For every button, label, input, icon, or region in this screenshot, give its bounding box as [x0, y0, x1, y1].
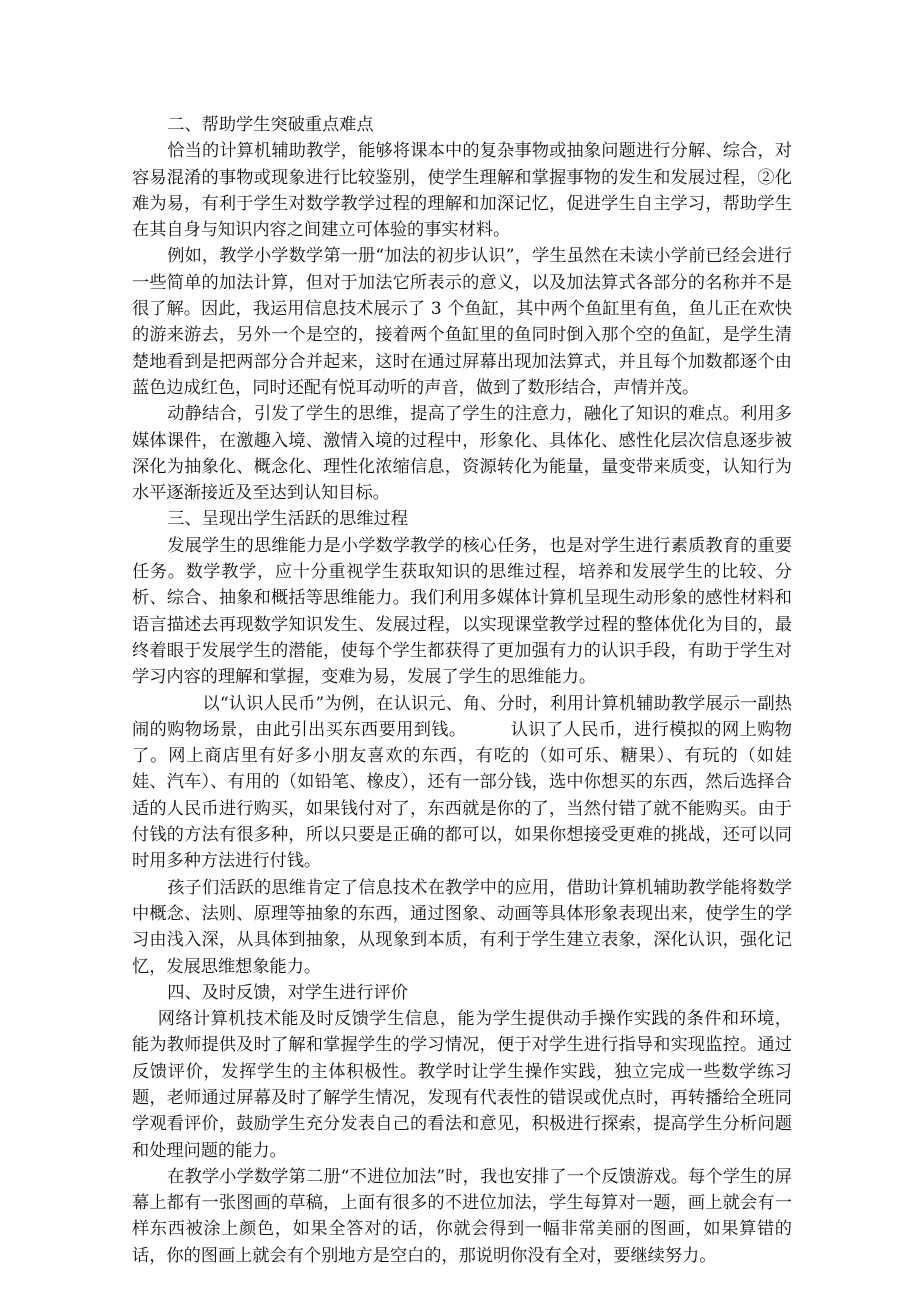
- paragraph: 孩子们活跃的思维肯定了信息技术在教学中的应用，借助计算机辅助教学能将数学中概念、法则、原理等抽象的东西，通过图象、动画等具体形象表现出来，使学生的学习由浅入深，从具体到抽象，从现象到本质，有利于学生建立表象，深化认识，强化记忆，发展思维想象能力。: [132, 877, 792, 977]
- paragraph: 发展学生的思维能力是小学数学教学的核心任务，也是对学生进行素质教育的重要任务。数学教学，应十分重视学生获取知识的思维过程，培养和发展学生的比较、分析、综合、抽象和概括等思维能力。我们利用多媒体计算机呈现生动形象的感性材料和语言描述去再现数学知识发生、发展过程，以实现课堂教学过程的整体优化为目的，最终着眼于发展学生的潜能，使每个学生都获得了更加强有力的认识手段，有助于学生对学习内容的理解和掌握，变难为易，发展了学生的思维能力。: [132, 535, 792, 688]
- paragraph: 例如，教学小学数学第一册“加法的初步认识”，学生虽然在未读小学前已经会进行一些简单的加法计算，但对于加法它所表示的意义，以及加法算式各部分的名称并不是很了解。因此，我运用信息技术展示了 3 个鱼缸，其中两个鱼缸里有鱼，鱼儿正在欢快的游来游去，另外一个是空的，接着两个鱼缸里的鱼同时倒入那个空的鱼缸，是学生清楚地看到是把两部分合并起来，这时在通过屏幕出现加法算式，并且每个加数都逐个由蓝色边成红色，同时还配有悦耳动听的声音，做到了数形结合，声情并茂。: [132, 246, 792, 398]
- paragraph: 网络计算机技术能及时反馈学生信息，能为学生提供动手操作实践的条件和环境，能为教师提供及时了解和掌握学生的学习情况，便于对学生进行指导和实现监控。通过反馈评价，发挥学生的主体积极性。教学时让学生操作实践，独立完成一些数学练习题，老师通过屏幕及时了解学生情况，发现有代表性的错误或优点时，再转播给全班同学观看评价，鼓励学生充分发表自己的看法和意见，积极进行探索，提高学生分析问题和处理问题的能力。: [132, 1009, 792, 1161]
- paragraph: 动静结合，引发了学生的思维，提高了学生的注意力，融化了知识的难点。利用多媒体课件，在激趣入境、激情入境的过程中，形象化、具体化、感性化层次信息逐步被深化为抽象化、概念化、理性化浓缩信息，资源转化为能量，量变带来质变，认知行为水平逐渐接近及至达到认知目标。: [132, 404, 792, 504]
- document-body: [132, 112, 792, 1269]
- paragraph: 在教学小学数学第二册“不进位加法”时，我也安排了一个反馈游戏。每个学生的屏幕上都有一张图画的草稿，上面有很多的不进位加法，学生每算对一题，画上就会有一样东西被涂上颜色，如果全答对的话，你就会得到一幅非常美丽的图画，如果算错的话，你的图画上就会有个别地方是空白的，那说明你没有全对，要继续努力。: [132, 1166, 792, 1266]
- paragraph: 恰当的计算机辅助教学，能够将课本中的复杂事物或抽象问题进行分解、综合，对容易混淆的事物或现象进行比较鉴别，使学生理解和掌握事物的发生和发展过程，②化难为易，有利于学生对数学教学过程的理解和加深记忆，促进学生自主学习，帮助学生在其自身与知识内容之间建立可体验的事实材料。: [132, 141, 792, 241]
- paragraph: 以“认识人民币”为例，在认识元、角、分时，利用计算机辅助教学展示一副热闹的购物场景，由此引出买东西要用到钱。 认识了人民币，进行模拟的网上购物了。网上商店里有好多小朋友喜欢的东西，有吃的（如可乐、糖果）、有玩的（如娃娃、汽车）、有用的（如铅笔、橡皮），还有一部分钱，选中你想买的东西，然后选择合适的人民币进行购买，如果钱付对了，东西就是你的了，当然付错了就不能购买。由于付钱的方法有很多种，所以只要是正确的都可以，如果你想接受更难的挑战，还可以同时用多种方法进行付钱。: [132, 693, 792, 872]
- section-heading: 三、呈现出学生活跃的思维过程: [167, 509, 408, 530]
- section-heading: 二、帮助学生突破重点难点: [167, 115, 374, 135]
- section-heading: 四、及时反馈，对学生进行评价: [167, 982, 408, 1003]
